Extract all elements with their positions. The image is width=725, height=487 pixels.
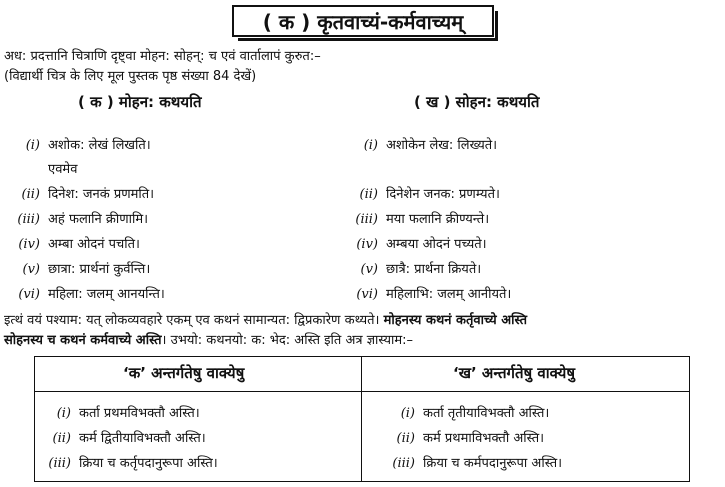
sentence-text: अम्बा ओदनं पचति। [48,237,140,252]
left-sentence [4,159,77,177]
sentence-text: दिनेश: जनकं प्रणमति। [48,187,155,202]
table-row [35,453,218,471]
left-sentence [4,209,148,227]
right-sentence [342,234,487,252]
explanation-line-1 [4,310,527,328]
table-header-divider [35,391,689,392]
table-header-right: ‘ख’ अन्तर्गतेषु वाक्येषु [453,364,576,382]
item-number: (i) [400,406,415,421]
table-column-divider [361,357,362,481]
sentence-text: अहं फलानि क्रीणामि। [48,212,149,227]
left-sentence [4,284,165,302]
table-row [35,428,206,446]
right-sentence [342,284,511,302]
item-number: (vi) [356,287,378,302]
table-row [35,403,200,421]
left-column-heading: ( क ) मोहन: कथयति [78,93,202,111]
item-number: (ii) [21,187,40,202]
item-number: (iii) [355,212,378,227]
table-cell: कर्म प्रथमाविभक्तौ अस्ति। [423,431,545,446]
sentence-text: दिनेशेन जनक: प्रणम्यते। [386,187,500,202]
sentence-text: अशोक: लेखं लिखति। [48,138,151,153]
table-cell: कर्ता प्रथमविभक्तौ अस्ति। [79,406,200,421]
item-number: (ii) [359,187,378,202]
sentence-text: महिलाभि: जलम् आनीयते। [386,287,512,302]
sentence-text: महिला: जलम् आनयन्ति। [48,287,165,302]
item-number: (iii) [48,456,71,471]
right-sentence [342,135,497,153]
sentence-text: अशोकेन लेख: लिख्यते। [386,138,498,153]
item-number: (ii) [52,431,71,446]
item-number: (iii) [392,456,415,471]
intro-instruction: अध: प्रदत्तानि चित्राणि दृष्ट्वा मोहन: सोहन्: च एवं वार्तालापं कुरुत:– [4,49,321,64]
explanation-text: । उभयो: कथनयो: क: भेद: अस्ति इति अत्र ज्ञास्याम:– [161,333,414,348]
item-number: (v) [22,262,40,277]
sentence-text: एवमेव [48,162,78,177]
left-sentence [4,184,154,202]
right-sentence [342,209,489,227]
table-cell: कर्म द्वितीयाविभक्तौ अस्ति। [79,431,206,446]
right-column-heading: ( ख ) सोहन: कथयति [414,93,540,111]
explanation-text: इत्थं वयं पश्याम: यत् लोकव्यवहारे एकम् एव कथनं सामान्यत: द्विप्रकारेण कथ्यते। [4,313,384,328]
item-number: (ii) [396,431,415,446]
sentence-text: मया फलानि क्रीण्यन्ते। [386,212,490,227]
intro-note: (विद्यार्थी चित्र के लिए मूल पुस्तक पृष्ठ संख्या 84 देखें) [4,69,257,84]
table-cell: कर्ता तृतीयाविभक्तौ अस्ति। [423,406,550,421]
explanation-bold: सोहनस्य च कथनं कर्मवाच्ये अस्ति [4,333,162,348]
sentence-text: अम्बया ओदनं पच्यते। [386,237,487,252]
explanation-line-2 [4,330,413,348]
comparison-table [34,356,690,482]
item-number: (vi) [18,287,40,302]
item-number: (iv) [18,237,40,252]
table-cell: क्रिया च कर्मपदानुरूपा अस्ति। [423,456,563,471]
item-number: (v) [360,262,378,277]
table-row [379,403,549,421]
left-sentence [4,259,150,277]
sentence-text: छात्रा: प्रार्थनां कुर्वन्ति। [48,262,151,277]
right-sentence [342,184,500,202]
left-sentence [4,234,140,252]
sentence-text: छात्रै: प्रार्थना क्रियते। [386,262,482,277]
right-sentence [342,259,481,277]
item-number: (i) [56,406,71,421]
table-row [379,453,562,471]
table-header-left: ‘क’ अन्तर्गतेषु वाक्येषु [123,364,245,382]
item-number: (iii) [17,212,40,227]
page-title-text: ( क ) कृतवाच्यं-कर्मवाच्यम् [262,9,464,34]
table-cell: क्रिया च कर्तृपदानुरूपा अस्ति। [79,456,218,471]
item-number: (i) [363,138,378,153]
page-title [232,5,494,37]
item-number: (iv) [356,237,378,252]
explanation-bold: मोहनस्य कथनं कर्तृवाच्ये अस्ति [383,313,527,328]
table-row [379,428,544,446]
left-sentence [4,135,151,153]
item-number: (i) [25,138,40,153]
